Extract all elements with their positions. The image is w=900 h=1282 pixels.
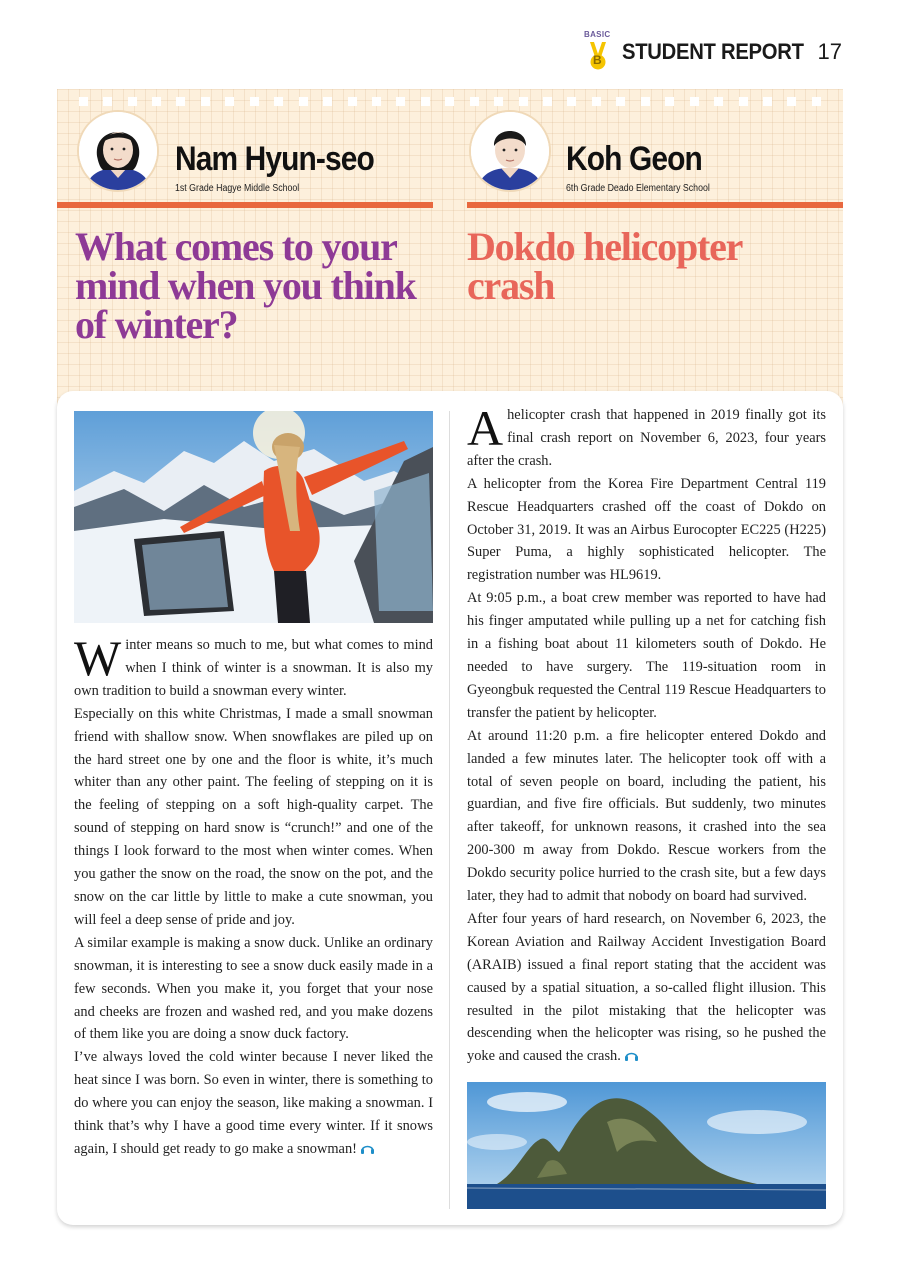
author-rule-1	[57, 202, 433, 208]
article-body-2	[467, 400, 826, 1068]
headphones-icon	[360, 1142, 375, 1154]
author-rule-2	[467, 202, 843, 208]
logo-letter: B	[593, 53, 602, 67]
avatar-author-2	[469, 110, 551, 192]
paragraph: I’ve always loved the cold winter because I never liked the heat since I was born. So even in winter, there is something to do where you can enjoy the season, like making a snowman. I think that’s why I have a good time every winter. If it snows again, I should get ready to go make a snowman!	[74, 1049, 433, 1157]
page-header	[584, 30, 842, 74]
paragraph: After four years of hard research, on November 6, 2023, the Korean Aviation and Railway Accident Investigation Board (ARAIB) issued a final report stating that the accident was caused by a spatial situation, a so-called flight illusion. This resulted in the pilot mistaking that the helicopter was descending when the helicopter was rising, so he pushed the yoke and caused the crash.	[467, 910, 826, 1065]
author-name-1: Nam Hyun-seo	[175, 140, 374, 178]
column-divider	[449, 411, 450, 1209]
author-name-2: Koh Geon	[566, 140, 702, 178]
paragraph: At around 11:20 p.m. a fire helicopter entered Dokdo and landed a few minutes later. The helicopter took off with a total of seven people on board, including the patient, his guardian, and five fire officials. But suddenly, two minutes after takeoff, for unknown reasons, it crashed into the sea 200-300 m away from Dokdo. Rescue workers from the Dokdo security police hurried to the crash site, but a few days later, they had to admit that nobody on board had survived.	[467, 727, 826, 905]
avatar-author-1	[77, 110, 159, 192]
author-school-1: 1st Grade Hagye Middle School	[175, 183, 300, 194]
paragraph: A helicopter from the Korea Fire Department Central 119 Rescue Headquarters crashed off the coast of Dokdo on October 31, 2019. It was an Airbus Eurocopter EC225 (H225) Super Puma, a highly sophisticated helicopter. The registration number was HL9619.	[467, 475, 826, 584]
dokdo-photo	[467, 1082, 826, 1209]
article-title-2: Dokdo helicopter crash	[467, 224, 742, 308]
page-number: 17	[817, 39, 842, 64]
paragraph: A similar example is making a snow duck. Unlike an ordinary snowman, it is interesting to see a snow duck easily made in a few seconds. When you make it, you forget that your nose and cheeks are frozen and washed red, and you make dozens of them like you are doing a snow duck factory.	[74, 934, 433, 1043]
headphones-icon	[624, 1049, 639, 1061]
logo-label: BASIC	[584, 30, 611, 39]
article-title-1: What comes to your mind when you think of winter?	[75, 224, 416, 347]
winter-photo	[74, 411, 433, 623]
dropcap: A	[467, 400, 504, 456]
paragraph: At 9:05 p.m., a boat crew member was reported to have had his finger amputated while pulling up a net for catching fish in a fishing boat about 11 kilometers south of Dokdo. He needed to have surgery. The 119-situation room in Gyeongbuk requested the Central 119 Rescue Headquarters to transfer the patient by helicopter.	[467, 590, 826, 721]
dropcap: W	[74, 630, 122, 686]
section-title: STUDENT REPORT	[622, 39, 804, 64]
banner-dots	[57, 97, 843, 107]
article-body-1	[74, 630, 433, 1161]
author-school-2: 6th Grade Deado Elementary School	[566, 183, 710, 194]
paragraph: Winter means so much to me, but what comes to mind when I think of winter is a snowman. It is also my own tradition to build a snowman every winter.	[74, 630, 433, 699]
basic-logo	[584, 30, 614, 74]
paragraph: Especially on this white Christmas, I made a small snowman friend with shallow snow. When snowflakes are piled up on the hard street one by one and the floor is white, it’s much whiter than any other paint. The feeling of stepping on it is the feeling of stepping on a soft high-quality carpet. The sound of stepping on hard snow is “crunch!” and one of the things I look forward to the most when winter comes. When you gather the snow on the road, the snow on the pot, and the snow on the car little by little to make a cute snowman, you will feel a deep sense of pride and joy.	[74, 705, 433, 928]
paragraph: Ahelicopter crash that happened in 2019 finally got its final crash report on November 6, 2023, four years after the crash.	[467, 400, 826, 469]
